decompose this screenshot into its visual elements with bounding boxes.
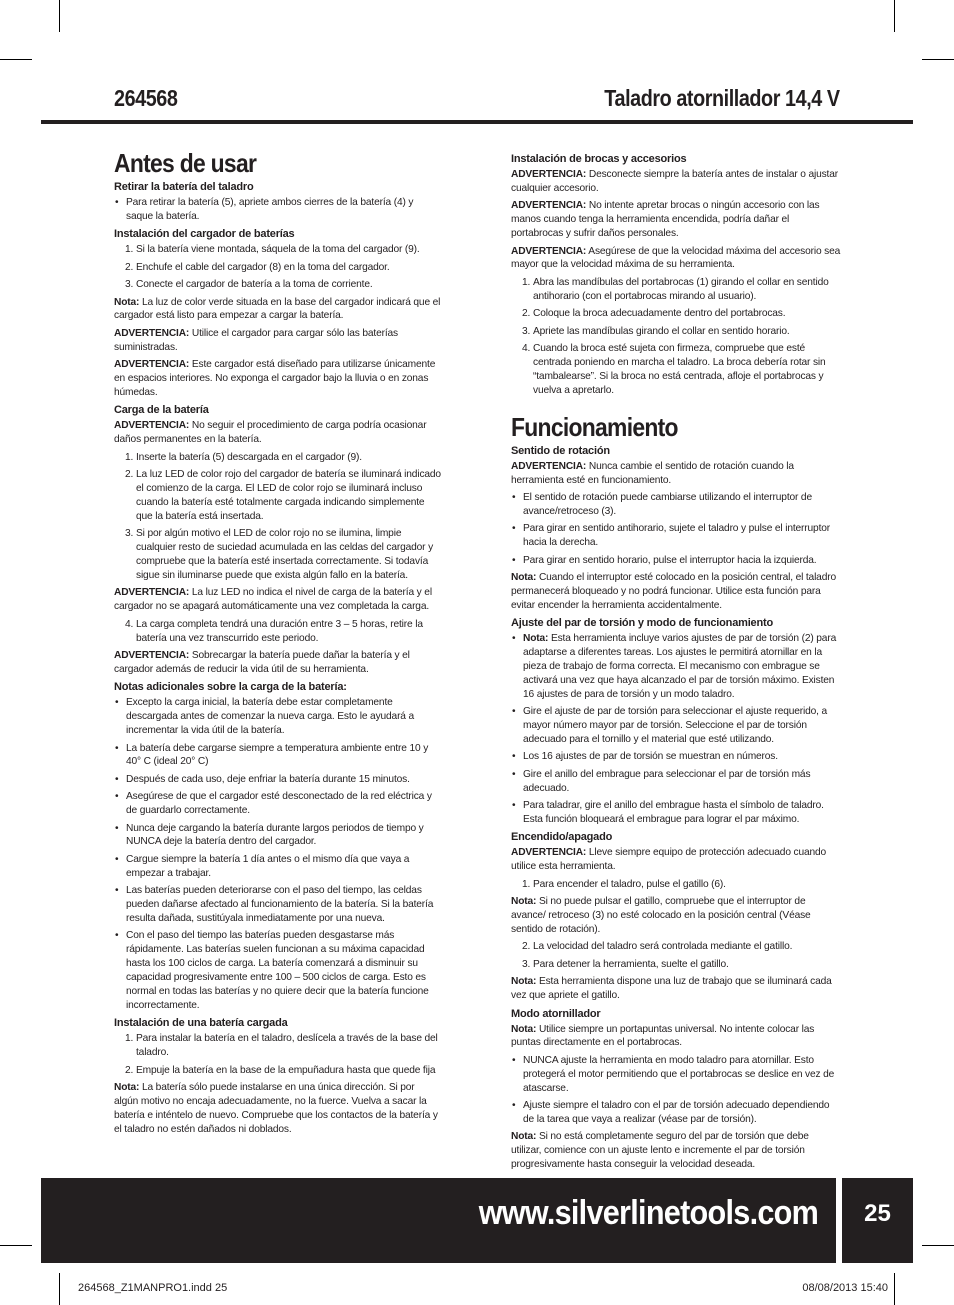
bullet-item	[114, 196, 441, 224]
body-text: Cuando el interruptor esté colocado en la posición central, el taladro permanecerá bloqueado y no podrá funcionar. Utilice esta función para evitar encender la herramienta accidentalmente.	[511, 571, 836, 611]
note-label: ADVERTENCIA:	[511, 169, 587, 180]
crop-mark	[922, 1245, 954, 1246]
bullet-item	[511, 1099, 841, 1127]
step-number: 2.	[522, 308, 531, 320]
step-number: 3.	[125, 279, 134, 291]
bullet-item	[511, 1054, 841, 1096]
numbered-step	[114, 243, 441, 257]
step-number: 2.	[125, 469, 134, 481]
step-text: Inserte la batería (5) descargada en el cargador (9).	[136, 451, 362, 463]
paragraph	[511, 975, 841, 1003]
bullet-item	[511, 554, 841, 568]
body-text: Gire el ajuste de par de torsión para seleccionar el ajuste requerido, a mayor número mayor par de torsión. Seleccione el par de torsión adecuado para el tornillo y el material que esté utilizando.	[523, 706, 828, 745]
paragraph	[511, 168, 841, 196]
body-text: Esta herramienta dispone una luz de trabajo que se iluminará cada vez que apriete el gatillo.	[511, 976, 832, 1002]
subheading: Sentido de rotación	[511, 444, 610, 457]
paragraph	[511, 245, 841, 273]
bullet-item	[114, 773, 441, 787]
bullet-item	[511, 632, 841, 702]
crop-mark	[59, 0, 60, 32]
body-text: Esta herramienta incluye varios ajustes de par de torsión (2) para adaptarse a diferentes tareas. Los ajustes le permitirá atornillar en la pieza de trabajo de forma correcta. El mecanismo con embrague se activará una vez que haya alcanzado el par de torsión máximo. Existen 16 ajustes de para de torsión y un modo taladro.	[523, 633, 837, 700]
note-label: ADVERTENCIA:	[511, 460, 587, 472]
note-label: Nota:	[511, 976, 537, 988]
bullet-item	[511, 750, 841, 764]
numbered-step	[114, 1064, 441, 1078]
step-text: Para instalar la batería en el taladro, deslícela a través de la base del taladro.	[136, 1033, 438, 1059]
body-text: Desconecte siempre la batería antes de instalar o ajustar cualquier accesorio.	[511, 169, 838, 194]
step-number: 4.	[125, 618, 134, 630]
step-number: 3.	[522, 325, 531, 337]
note-label: ADVERTENCIA:	[511, 847, 587, 859]
paragraph	[511, 1130, 841, 1172]
crop-mark	[894, 0, 895, 32]
section-title-antes-de-usar: Antes de usar	[114, 148, 257, 178]
body-text: La batería sólo puede instalarse en una única dirección. Si por algún motivo no encaja adecuadamente, no la fuerce. Vuelva a sacar la batería e inténtelo de nuevo. Compruebe que los contactos de la batería y el taladro no estén dañados ni doblados.	[114, 1082, 438, 1135]
crop-mark	[59, 1273, 60, 1305]
bullet-item	[114, 853, 441, 881]
body-text: Para taladrar, gire el anillo del embrague hasta el símbolo de taladro. Esta función bloqueará el embrague para lograr el par máximo.	[523, 800, 824, 826]
step-text: Apriete las mandíbulas girando el collar en sentido horario.	[533, 325, 790, 337]
body-text: NUNCA ajuste la herramienta en modo taladro para atornillar. Esto protegerá el motor permitiendo que el portabrocas se deslice en vez de atascarse.	[523, 1054, 835, 1094]
note-label: Nota:	[511, 896, 537, 908]
step-text: Enchufe el cable del cargador (8) en la toma del cargador.	[136, 261, 390, 273]
step-number: 1.	[125, 1033, 134, 1045]
note-label: Nota:	[511, 1131, 537, 1143]
subheading: Modo atornillador	[511, 1007, 601, 1020]
numbered-step	[511, 940, 841, 954]
note-label: Nota:	[114, 296, 140, 308]
numbered-step	[114, 261, 441, 275]
body-text: La batería debe cargarse siempre a temperatura ambiente entre 10 y 40° C (ideal 20° C)	[126, 742, 429, 768]
step-text: Si por algún motivo el LED de color rojo no se ilumina, limpie cualquier resto de suciedad acumulada en las celdas del cargador y compruebe que la batería esté insertada correctamente. Si todavía sigue sin iluminarse puede que exista algún fallo en la batería.	[136, 528, 434, 581]
body-text: Asegúrese de que el cargador esté desconectado de la red eléctrica y de guardarlo correctamente.	[126, 791, 432, 817]
paragraph	[114, 327, 441, 355]
note-label: ADVERTENCIA:	[114, 587, 190, 599]
paragraph	[511, 1023, 841, 1051]
paragraph	[511, 199, 841, 241]
numbered-step	[511, 276, 841, 304]
bullet-item	[511, 522, 841, 550]
step-number: 1.	[522, 878, 531, 890]
step-text: Para detener la herramienta, suelte el gatillo.	[533, 958, 729, 970]
body-text: No seguir el procedimiento de carga podría ocasionar daños permanentes en la batería.	[114, 420, 427, 446]
paragraph	[114, 296, 441, 324]
paragraph	[114, 649, 441, 677]
right-content-accesorios	[511, 152, 841, 398]
body-text: Cargue siempre la batería 1 día antes o el mismo día que vaya a empezar a trabajar.	[126, 853, 410, 879]
crop-mark	[0, 59, 32, 60]
bullet-item	[114, 790, 441, 818]
step-text: Cuando la broca esté sujeta con firmeza, compruebe que esté centrada poniendo en marcha el taladro. La broca debería rotar sin “tambalearse”. Si la broca no está centrada, afloje el portabrocas y vuelva a apretarlo.	[533, 342, 826, 396]
bullet-item	[511, 705, 841, 747]
subheading: Instalación de brocas y accesorios	[511, 153, 687, 165]
numbered-step	[114, 527, 441, 583]
numbered-step	[511, 307, 841, 321]
body-text: Si no puede pulsar el gatillo, compruebe que el interruptor de avance/ retroceso (3) no esté colocado en la posición central (Véase sentido de rotación).	[511, 896, 811, 935]
subheading: Notas adicionales sobre la carga de la batería:	[114, 681, 347, 694]
body-text: Después de cada uso, deje enfriar la batería durante 15 minutos.	[126, 773, 410, 785]
body-text: Las baterías pueden deteriorarse con el paso del tiempo, las celdas pueden dañarse afectado al funcionamiento de la batería. Si la batería resulta dañada, sustitúyala inmediatamente por una nueva.	[126, 885, 434, 924]
subheading: Carga de la batería	[114, 404, 209, 417]
subheading: Retirar la batería del taladro	[114, 181, 254, 193]
right-content-funcionamiento	[511, 444, 841, 1172]
step-number: 1.	[125, 451, 134, 463]
paragraph	[511, 895, 841, 937]
page-title: Taladro atornillador 14,4 V	[604, 85, 840, 111]
right-column	[511, 152, 841, 1176]
note-label: ADVERTENCIA:	[114, 420, 190, 432]
body-text: Este cargador está diseñado para utilizarse únicamente en espacios interiores. No exponga el cargador bajo la lluvia o en zonas húmedas.	[114, 359, 436, 398]
body-text: La luz de color verde situada en la base del cargador indicará que el cargador está listo para empezar a cargar la batería.	[114, 296, 441, 322]
body-text: Nunca cambie el sentido de rotación cuando la herramienta esté en funcionamiento.	[511, 460, 794, 486]
note-label: Nota:	[511, 571, 537, 583]
step-number: 3.	[522, 958, 531, 970]
step-text: Coloque la broca adecuadamente dentro del portabrocas.	[533, 308, 786, 320]
bullet-item	[114, 696, 441, 738]
numbered-step	[114, 1032, 441, 1060]
body-text: Con el paso del tiempo las baterías pueden desgastarse más rápidamente. Las baterías suelen funcionan a su máxima capacidad hasta los 100 ciclos de carga. La batería comenzará a disminuir su capacidad progresivamente entre 100 – 500 ciclos de carga. Esto es normal en todas las baterías y no quiere decir que la batería funcione incorrectamente.	[126, 930, 429, 1011]
body-text: Utilice siempre un portapuntas universal. No intente colocar las puntas directamente en el portabrocas.	[511, 1023, 815, 1049]
body-text: Para retirar la batería (5), apriete ambos cierres de la batería (4) y saque la batería.	[126, 197, 414, 222]
numbered-step	[511, 958, 841, 972]
paragraph	[114, 358, 441, 400]
body-text: Gire el anillo del embrague para seleccionar el par de torsión más adecuado.	[523, 768, 811, 794]
paragraph	[511, 846, 841, 874]
page-number: 25	[864, 1200, 891, 1227]
numbered-step	[511, 342, 841, 398]
body-text: Nunca deje cargando la batería durante largos periodos de tiempo y NUNCA deje la batería dentro del cargador.	[126, 822, 424, 848]
note-label: ADVERTENCIA:	[114, 649, 190, 661]
paragraph	[511, 571, 841, 613]
step-text: Abra las mandíbulas del portabrocas (1) girando el collar en sentido antihorario (con el portabrocas mirando al usuario).	[533, 276, 829, 302]
subheading: Encendido/apagado	[511, 831, 613, 844]
note-label: ADVERTENCIA:	[511, 200, 587, 212]
step-number: 1.	[522, 276, 531, 288]
paragraph	[511, 460, 841, 488]
paragraph	[114, 586, 441, 614]
note-label: Nota:	[511, 1023, 537, 1035]
body-text: Asegúrese de que la velocidad máxima del accesorio sea mayor que la velocidad máxima de su herramienta.	[511, 245, 841, 271]
left-column	[114, 148, 441, 1140]
numbered-step	[511, 325, 841, 339]
step-number: 1.	[125, 244, 134, 256]
step-number: 4.	[522, 342, 531, 354]
step-text: Si la batería viene montada, sáquela de la toma del cargador (9).	[136, 244, 420, 256]
body-text: Utilice el cargador para cargar sólo las baterías suministradas.	[114, 327, 398, 353]
note-label: ADVERTENCIA:	[511, 245, 587, 257]
paragraph	[114, 1081, 441, 1137]
crop-mark	[0, 1245, 32, 1246]
bullet-item	[511, 491, 841, 519]
left-content	[114, 180, 441, 1137]
bullet-item	[114, 742, 441, 770]
step-text: La carga completa tendrá una duración entre 3 – 5 horas, retire la batería una vez transcurrido este periodo.	[136, 618, 423, 644]
section-title-funcionamiento: Funcionamiento	[511, 411, 678, 442]
numbered-step	[114, 468, 441, 524]
step-text: Conecte el cargador de batería a la toma de corriente.	[136, 279, 373, 291]
body-text: No intente apretar brocas o ningún accesorio con las manos cuando tenga la herramienta encendida, podría dañar el portabrocas y sufrir daños personales.	[511, 200, 820, 240]
note-label: ADVERTENCIA:	[114, 359, 190, 371]
body-text: Para girar en sentido horario, pulse el interruptor hacia la izquierda.	[523, 554, 817, 566]
footer-bar	[41, 1178, 836, 1263]
bullet-item	[114, 822, 441, 850]
note-label: Nota:	[114, 1082, 140, 1094]
body-text: La luz LED no indica el nivel de carga de la batería y el cargador no se apagará automáticamente una vez completada la carga.	[114, 587, 432, 613]
numbered-step	[114, 278, 441, 292]
step-number: 2.	[125, 1064, 134, 1076]
bullet-item	[511, 768, 841, 796]
step-text: La velocidad del taladro será controlada mediante el gatillo.	[533, 941, 793, 953]
step-number: 3.	[125, 528, 134, 540]
body-text: Excepto la carga inicial, la batería debe estar completamente descargada antes de comenzar la nueva carga. Esto le ayudará a incrementar la vida útil de la batería.	[126, 697, 415, 737]
numbered-step	[114, 451, 441, 465]
slug-date: 08/08/2013 15:40	[802, 1282, 888, 1294]
body-text: El sentido de rotación puede cambiarse utilizando el interruptor de avance/retroceso (3).	[523, 491, 812, 517]
step-text: Empuje la batería en la base de la empuñadura hasta que quede fija	[136, 1064, 436, 1076]
body-text: Ajuste siempre el taladro con el par de torsión adecuado dependiendo de la tarea que vaya a realizar (véase par de torsión).	[523, 1100, 830, 1125]
bullet-item	[114, 929, 441, 1012]
subheading: Instalación del cargador de baterías	[114, 228, 295, 241]
step-text: Para encender el taladro, pulse el gatillo (6).	[533, 878, 726, 890]
body-text: Para girar en sentido antihorario, sujete el taladro y pulse el interruptor hacia la derecha.	[523, 523, 831, 549]
slug-file: 264568_Z1MANPRO1.indd 25	[78, 1282, 228, 1294]
note-label: Nota:	[523, 633, 549, 645]
page-number-box	[842, 1178, 913, 1263]
step-text: La luz LED de color rojo del cargador de batería se iluminará indicado el comienzo de la carga. El LED de color rojo se iluminará incluso cuando la batería esté totalmente cargada indicando simplemente que la batería está insertada.	[136, 469, 441, 522]
crop-mark	[894, 1273, 895, 1305]
bullet-item	[114, 884, 441, 926]
note-label: ADVERTENCIA:	[114, 327, 190, 339]
subheading: Instalación de una batería cargada	[114, 1017, 288, 1030]
body-text: Si no está completamente seguro del par de torsión que debe utilizar, comience con un ajuste lento e incremente el par de torsión progresivamente hasta conseguir la velocidad deseada.	[511, 1131, 809, 1171]
body-text: Lleve siempre equipo de protección adecuado cuando utilice esta herramienta.	[511, 847, 827, 873]
product-code: 264568	[114, 85, 178, 111]
numbered-step	[114, 618, 441, 646]
step-number: 2.	[522, 941, 531, 953]
body-text: Sobrecargar la batería puede dañar la batería y el cargador además de reducir la vida útil de su herramienta.	[114, 649, 410, 675]
numbered-step	[511, 878, 841, 892]
crop-mark	[922, 59, 954, 60]
header-rule	[41, 120, 913, 124]
step-number: 2.	[125, 261, 134, 273]
subheading: Ajuste del par de torsión y modo de funcionamiento	[511, 617, 773, 630]
body-text: Los 16 ajustes de par de torsión se muestran en números.	[523, 751, 778, 763]
website-url: www.silverlinetools.com	[478, 1194, 818, 1232]
paragraph	[114, 419, 441, 447]
bullet-item	[511, 799, 841, 827]
